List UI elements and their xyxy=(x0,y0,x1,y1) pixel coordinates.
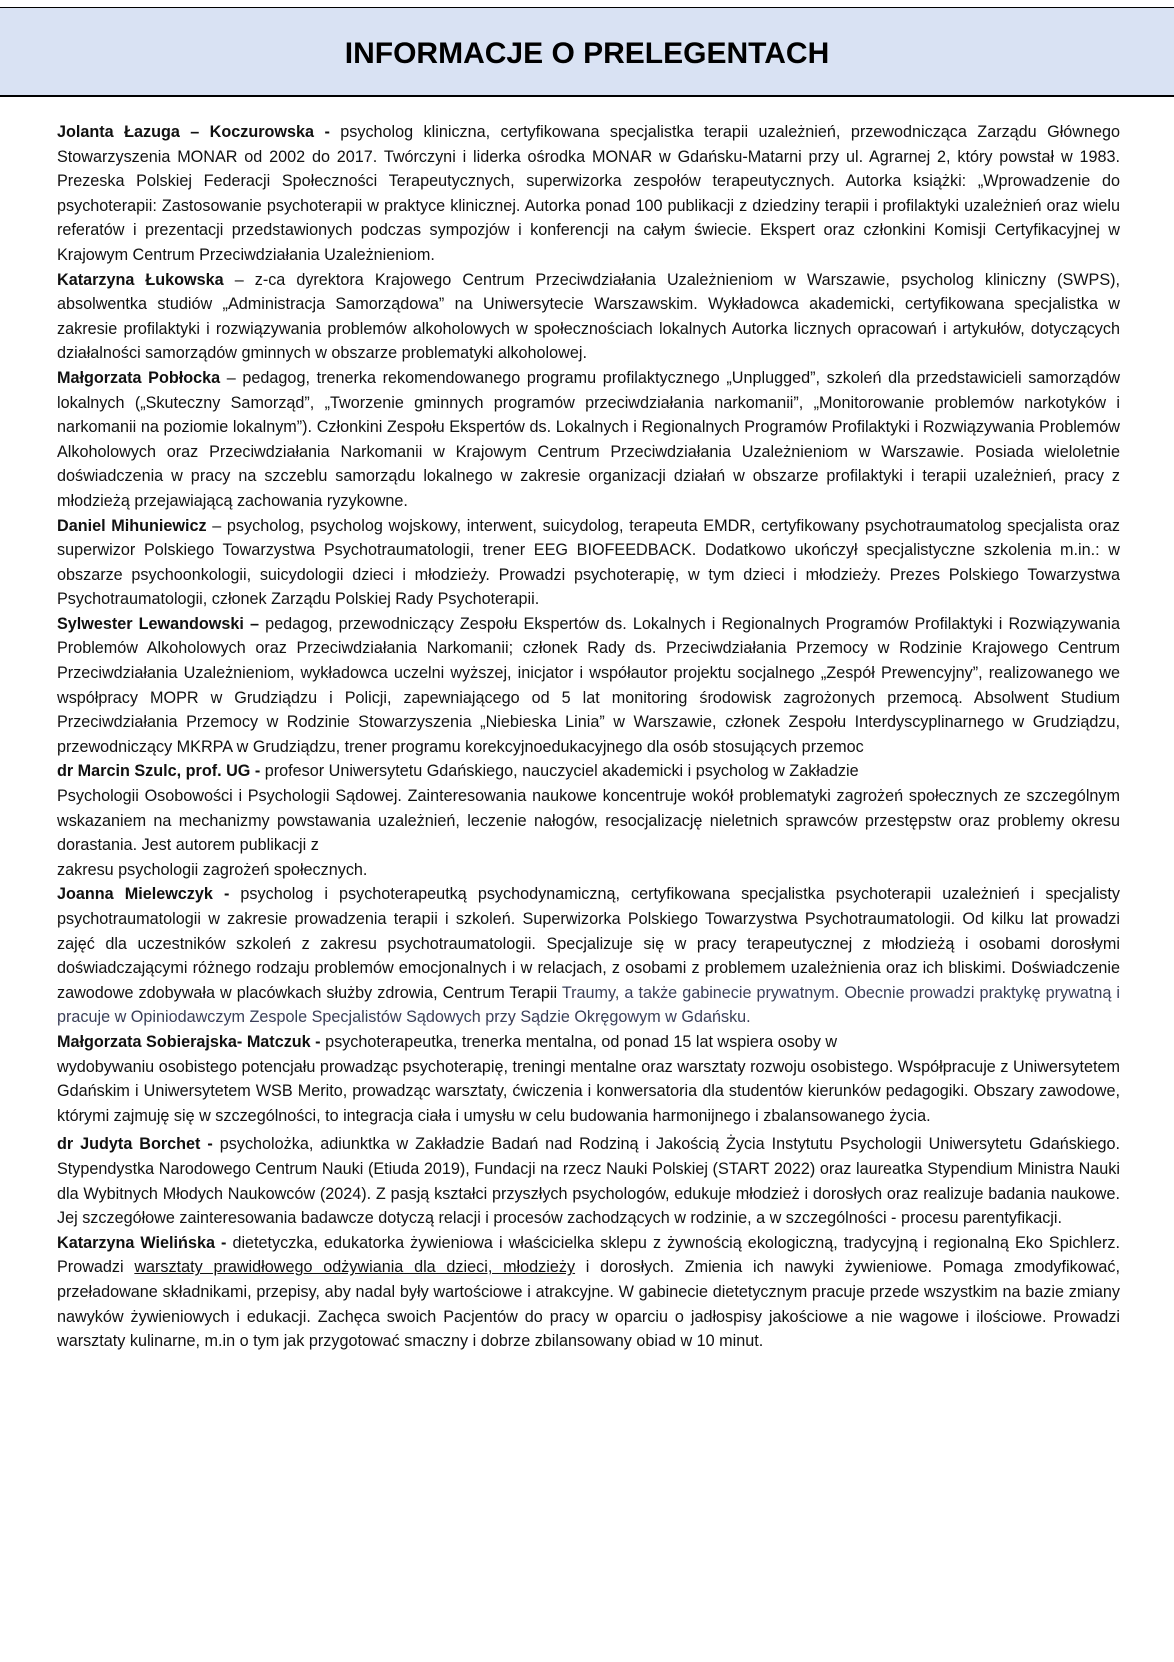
speaker-bio-continued xyxy=(57,1055,1120,1129)
speaker-bio xyxy=(57,366,1120,514)
speaker-description-cont: i dorosłych. Zmienia ich nawyki żywieniowe. Pomaga zmodyfikować, przeładowane składnikami, przepisy, aby nadal były wartościowe i atrakcyjne. W gabinecie dietetycznym pracuje przede wszystkim na bazie zmiany nawyków żywieniowych i edukacji. Zachęca swoich Pacjentów do pracy w oparciu o jadłospisy jakościowe a nie wagowe i ilościowe. Prowadzi warsztaty kulinarne, m.in o tym jak przygotować smaczny i dobrze zbilansowany obiad w 10 minut. xyxy=(57,1258,1120,1351)
speaker-description: pedagog, przewodniczący Zespołu Ekspertów ds. Lokalnych i Regionalnych Programów Profilaktyki i Rozwiązywania Problemów Alkoholowych oraz Przeciwdziałania Narkomanii; członek Rady ds. Przeciwdziałania Przemocy w Rodzinie Krajowego Centrum Przeciwdziałania Uzależnieniom, wykładowca uczelni wyższej, inicjator i współautor projektu socjalnego „Zespół Prewencyjny”, realizowanego we współpracy MOPR w Grudziądzu i Policji, zapewniającego od 5 lat monitoring środowisk zagrożonych przemocą. Absolwent Studium Przeciwdziałania Przemocy w Rodzinie Stowarzyszenia „Niebieska Linia” w Warszawie, członek Zespołu Interdyscyplinarnego w Grudziądzu, przewodniczący MKRPA w Grudziądzu, trener programu korekcyjnoedukacyjnego dla osób stosujących przemoc xyxy=(57,614,1121,756)
speaker-bio xyxy=(57,1231,1120,1354)
speaker-name: Sylwester Lewandowski xyxy=(57,614,244,633)
speaker-description: Psychologii Osobowości i Psychologii Sądowej. Zainteresowania naukowe koncentruje wokół problematyki zagrożeń społecznych ze szczególnym wskazaniem na mechanizmy powstawania uzależnień, leczenie nałogów, resocjalizację nieletnich sprawców przestępstw oraz problemy okresu dorastania. Jest autorem publikacji z xyxy=(57,787,1120,855)
speaker-bio xyxy=(57,1132,1120,1230)
page-title: INFORMACJE O PRELEGENTACH xyxy=(344,36,830,70)
speaker-bio xyxy=(57,1030,1120,1055)
name-separator: – xyxy=(243,614,266,633)
speaker-bio xyxy=(57,120,1120,268)
speaker-bio xyxy=(57,759,1120,784)
name-separator: - xyxy=(212,885,241,904)
name-separator: - xyxy=(250,762,265,781)
speaker-description: psycholog, psycholog wojskowy, interwent, suicydolog, terapeuta EMDR, certyfikowany psychotraumatolog specjalista oraz superwizor Polskiego Towarzystwa Psychotraumatologii, trener EEG BIOFEEDBACK. Dodatkowo ukończył specjalistyczne szkolenia m.in.: w obszarze psychoonkologii, suicydologii dzieci i młodzieży. Prowadzi psychoterapię, w tym dzieci i młodzieży. Prezes Polskiego Towarzystwa Psychotraumatologii, członek Zarządu Polskiej Rady Psychoterapii. xyxy=(57,516,1120,609)
name-separator: – xyxy=(206,516,227,535)
speaker-name: dr Judyta Borchet xyxy=(57,1135,201,1154)
page-header xyxy=(0,7,1174,97)
speaker-description-line1: psychoterapeutka, trenerka mentalna, od ponad 15 lat wspiera osoby w xyxy=(325,1032,838,1051)
speaker-name: Daniel Mihuniewicz xyxy=(57,516,207,535)
speaker-description: dietetyczka, edukatorka żywieniowa i właścicielka sklepu z żywnością ekologiczną, tradycyjną i regionalną Eko Spichlerz. Prowadzi xyxy=(57,1233,1120,1277)
speaker-description: z-ca dyrektora Krajowego Centrum Przeciwdziałania Uzależnieniom w Warszawie, psycholog kliniczny (SWPS), absolwentka studiów „Administracja Samorządowa” na Uniwersytecie Warszawskim. Wykładowca akademicki, certyfikowana specjalistka w zakresie profilaktyki i rozwiązywania problemów alkoholowych w społecznościach lokalnych Autorka licznych opracowań i artykułów, dotyczących działalności samorządów gminnych w obszarze problematyki alkoholowej. xyxy=(57,270,1120,363)
speaker-name: Małgorzata Pobłocka xyxy=(57,368,221,387)
speaker-name: dr Marcin Szulc, prof. UG xyxy=(57,762,251,781)
name-separator: - xyxy=(314,123,341,141)
speaker-bio xyxy=(57,514,1120,612)
speakers-list xyxy=(57,120,1120,1354)
speaker-description-muted: Traumy, a także gabinecie prywatnym. Obecnie prowadzi praktykę prywatną i pracuje w Opiniodawczym Zespole Specjalistów Sądowych przy Sądzie Okręgowym w Gdańsku. xyxy=(57,983,1120,1027)
speaker-bio xyxy=(57,268,1120,366)
name-separator: - xyxy=(214,1233,233,1252)
speaker-description: psycholog kliniczna, certyfikowana specjalistka terapii uzależnień, przewodnicząca Zarządu Głównego Stowarzyszenia MONAR od 2002 do 2017. Twórczyni i liderka ośrodka MONAR w Gdańsku-Matarni przy ul. Agrarnej 2, który powstał w 1983. Prezeska Polskiej Federacji Społeczności Terapeutycznych, superwizorka zespołów terapeutycznych. Autorka książki: „Wprowadzenie do psychoterapii: Zastosowanie psychoterapii w praktyce klinicznej. Autorka ponad 100 publikacji z dziedziny terapii i profilaktyki uzależnień oraz wielu referatów i prezentacji przedstawionych podczas sympozjów i konferencji na całym świecie. Ekspert oraz członkini Komisji Certyfikacyjnej w Krajowym Centrum Przeciwdziałania Uzależnieniom. xyxy=(57,123,1120,264)
speaker-description: pedagog, trenerka rekomendowanego programu profilaktycznego „Unplugged”, szkoleń dla przedstawicieli samorządów lokalnych („Skuteczny Samorząd”, „Tworzenie gminnych programów przeciwdziałania narkomanii”, „Monitorowanie problemów narkotyków i narkomanii na poziomie lokalnym”). Członkini Zespołu Ekspertów ds. Lokalnych i Regionalnych Programów Profilaktyki i Rozwiązywania Problemów Alkoholowych oraz Przeciwdziałania Narkomanii w Krajowym Centrum Przeciwdziałania Uzależnieniom w Warszawie. Posiada wieloletnie doświadczenia w pracy na szczeblu samorządu lokalnego w zakresie organizacji działań w obszarze profilaktyki i terapii uzależnień, pracy z młodzieżą przejawiającą zachowania ryzykowne. xyxy=(57,368,1121,510)
speaker-name: Jolanta Łazuga – Koczurowska xyxy=(57,123,315,141)
speaker-name: Małgorzata Sobierajska- Matczuk xyxy=(57,1032,311,1051)
name-separator: – xyxy=(223,270,255,289)
name-separator: – xyxy=(220,368,243,387)
speaker-name: Joanna Mielewczyk xyxy=(57,885,213,904)
speaker-name: Katarzyna Łukowska xyxy=(57,270,224,289)
speaker-description-line1: profesor Uniwersytetu Gdańskiego, nauczyciel akademicki i psycholog w Zakładzie xyxy=(264,762,859,781)
name-separator: - xyxy=(200,1135,220,1154)
speaker-description: psycholożka, adiunktka w Zakładzie Badań nad Rodziną i Jakością Życia Instytutu Psychologii Uniwersytetu Gdańskiego. Stypendystka Narodowego Centrum Nauki (Etiuda 2019), Fundacji na rzecz Nauki Polskiej (START 2022) oraz laureatka Stypendium Ministra Nauki dla Wybitnych Młodych Naukowców (2024). Z pasją kształci przyszłych psychologów, edukuje młodzież i dorosłych oraz realizuje badania naukowe. Jej szczegółowe zainteresowania badawcze dotyczą relacji i procesów zachodzących w rodzinie, a w szczególności - procesu parentyfikacji. xyxy=(57,1135,1120,1228)
workshop-link[interactable]: warsztaty prawidłowego odżywiania dla dzieci, młodzieży xyxy=(134,1258,576,1277)
speaker-bio xyxy=(57,882,1120,1030)
speaker-description-last: zakresu psychologii zagrożeń społecznych. xyxy=(57,860,368,879)
speaker-bio xyxy=(57,612,1120,760)
speaker-name: Katarzyna Wielińska xyxy=(57,1233,215,1252)
speaker-description: psycholog i psychoterapeutką psychodynamiczną, certyfikowana specjalistka psychoterapii uzależnień i specjalisty psychotraumatologii w zakresie prowadzenia terapii i szkoleń. Superwizorka Polskiego Towarzystwa Psychotraumatologii. Od kilku lat prowadzi zajęć dla uczestników szkoleń z zakresu psychotraumatologii. Specjalizuje się w pracy terapeutycznej z młodzieżą i osobami dorosłymi doświadczającymi różnego rodzaju problemów emocjonalnych i w relacjach, z osobami z problemem uzależnienia oraz ich bliskimi. Doświadczenie zawodowe zdobywała w placówkach służby zdrowia, Centrum Terapii xyxy=(57,885,1120,1002)
name-separator: - xyxy=(310,1032,326,1051)
speaker-bio-continued xyxy=(57,784,1120,882)
speaker-description: wydobywaniu osobistego potencjału prowadząc psychoterapię, treningi mentalne oraz warsztaty rozwoju osobistego. Współpracuje z Uniwersytetem Gdańskim i Uniwersytetem WSB Merito, prowadząc warsztaty, ćwiczenia i konwersatoria dla studentów kierunków pedagogiki. Obszary zawodowe, którymi zajmuję się w szczególności, to integracja ciała i umysłu w celu budowania harmonijnego i zbalansowanego życia. xyxy=(57,1057,1120,1125)
